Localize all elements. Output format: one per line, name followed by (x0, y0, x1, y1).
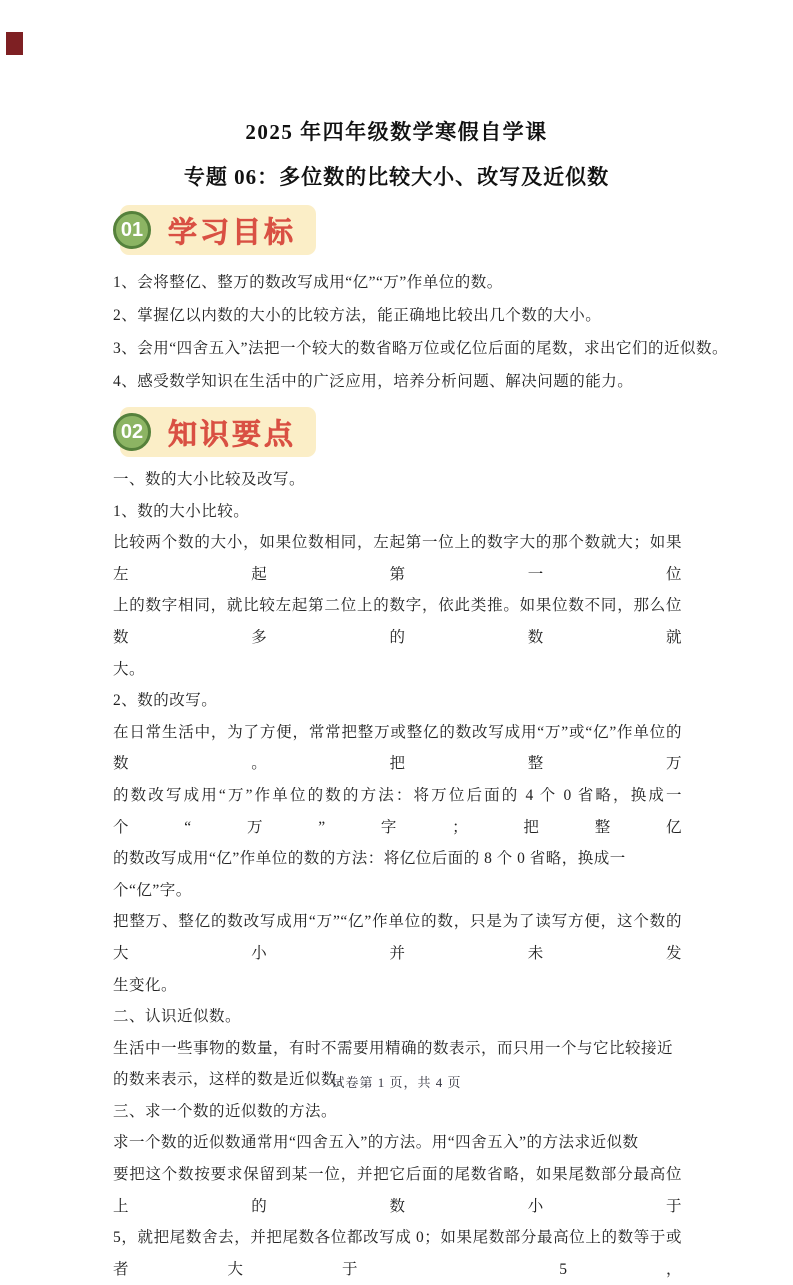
text-line: 5，就把尾数舍去，并把尾数各位都改写成 0；如果尾数部分最高位上的数等于或者大于 5， (113, 1229, 682, 1278)
learning-goals-list (113, 266, 729, 398)
section-title: 知识要点 (168, 418, 297, 451)
section-header-learning-goals (120, 205, 316, 255)
corner-mark (6, 32, 23, 55)
section-number-badge: 02 (113, 413, 151, 451)
text-line: 的数来表示，这样的数是近似数。 (113, 1071, 354, 1089)
text-line: 上的数字相同，就比较左起第二位上的数字，依此类推。如果位数不同，那么位数多的数就 (113, 597, 682, 646)
text-line: 要把这个数按要求保留到某一位，并把它后面的尾数省略，如果尾数部分最高位上的数小于 (113, 1166, 682, 1215)
text-line: 二、认识近似数。 (113, 1008, 242, 1026)
text-line: 比较两个数的大小，如果位数相同，左起第一位上的数字大的那个数就大；如果左起第一位 (113, 534, 682, 583)
text-line: 大。 (113, 660, 146, 678)
goal-item: 3、会用“四舍五入”法把一个较大的数省略万位或亿位后面的尾数，求出它们的近似数。 (113, 340, 729, 357)
content-area (113, 205, 729, 1285)
text-line: 求一个数的近似数通常用“四舍五入”的方法。用“四舍五入”的方法求近似数 (113, 1134, 639, 1152)
text-line: 三、求一个数的近似数的方法。 (113, 1102, 338, 1120)
text-line: 的数改写成用“万”作单位的数的方法：将万位后面的 4 个 0 省略，换成一个“万”字；把整亿 (113, 786, 682, 836)
page-footer: 试卷第 1 页，共 4 页 (331, 1075, 462, 1090)
text-line: 生活中一些事物的数量，有时不需要用精确的数表示，而只用一个与它比较接近 (113, 1039, 674, 1057)
goal-item: 1、会将整亿、整万的数改写成用“亿”“万”作单位的数。 (113, 274, 503, 291)
text-line: 1、数的大小比较。 (113, 502, 250, 520)
knowledge-points-text (113, 464, 682, 1285)
doc-title: 2025 年四年级数学寒假自学课 (245, 120, 548, 144)
text-line: 把整万、整亿的数改写成用“万”“亿”作单位的数，只是为了读写方便，这个数的大小并未发 (113, 913, 682, 962)
section-number-badge: 01 (113, 211, 151, 249)
doc-subtitle: 专题 06：多位数的比较大小、改写及近似数 (183, 165, 610, 189)
goal-item: 4、感受数学知识在生活中的广泛应用，培养分析问题、解决问题的能力。 (113, 373, 634, 390)
text-line: 2、数的改写。 (113, 692, 218, 710)
text-line: 一、数的大小比较及改写。 (113, 471, 306, 488)
text-line: 生变化。 (113, 976, 178, 994)
section-title: 学习目标 (168, 216, 297, 249)
section-header-knowledge-points (120, 407, 316, 457)
text-line: 在日常生活中，为了方便，常常把整万或整亿的数改写成用“万”或“亿”作单位的数。把整万 (113, 723, 682, 773)
goal-item: 2、掌握亿以内数的大小的比较方法，能正确地比较出几个数的大小。 (113, 307, 602, 324)
text-line: 的数改写成用“亿”作单位的数的方法：将亿位后面的 8 个 0 省略，换成一个“亿”字。 (113, 850, 626, 899)
